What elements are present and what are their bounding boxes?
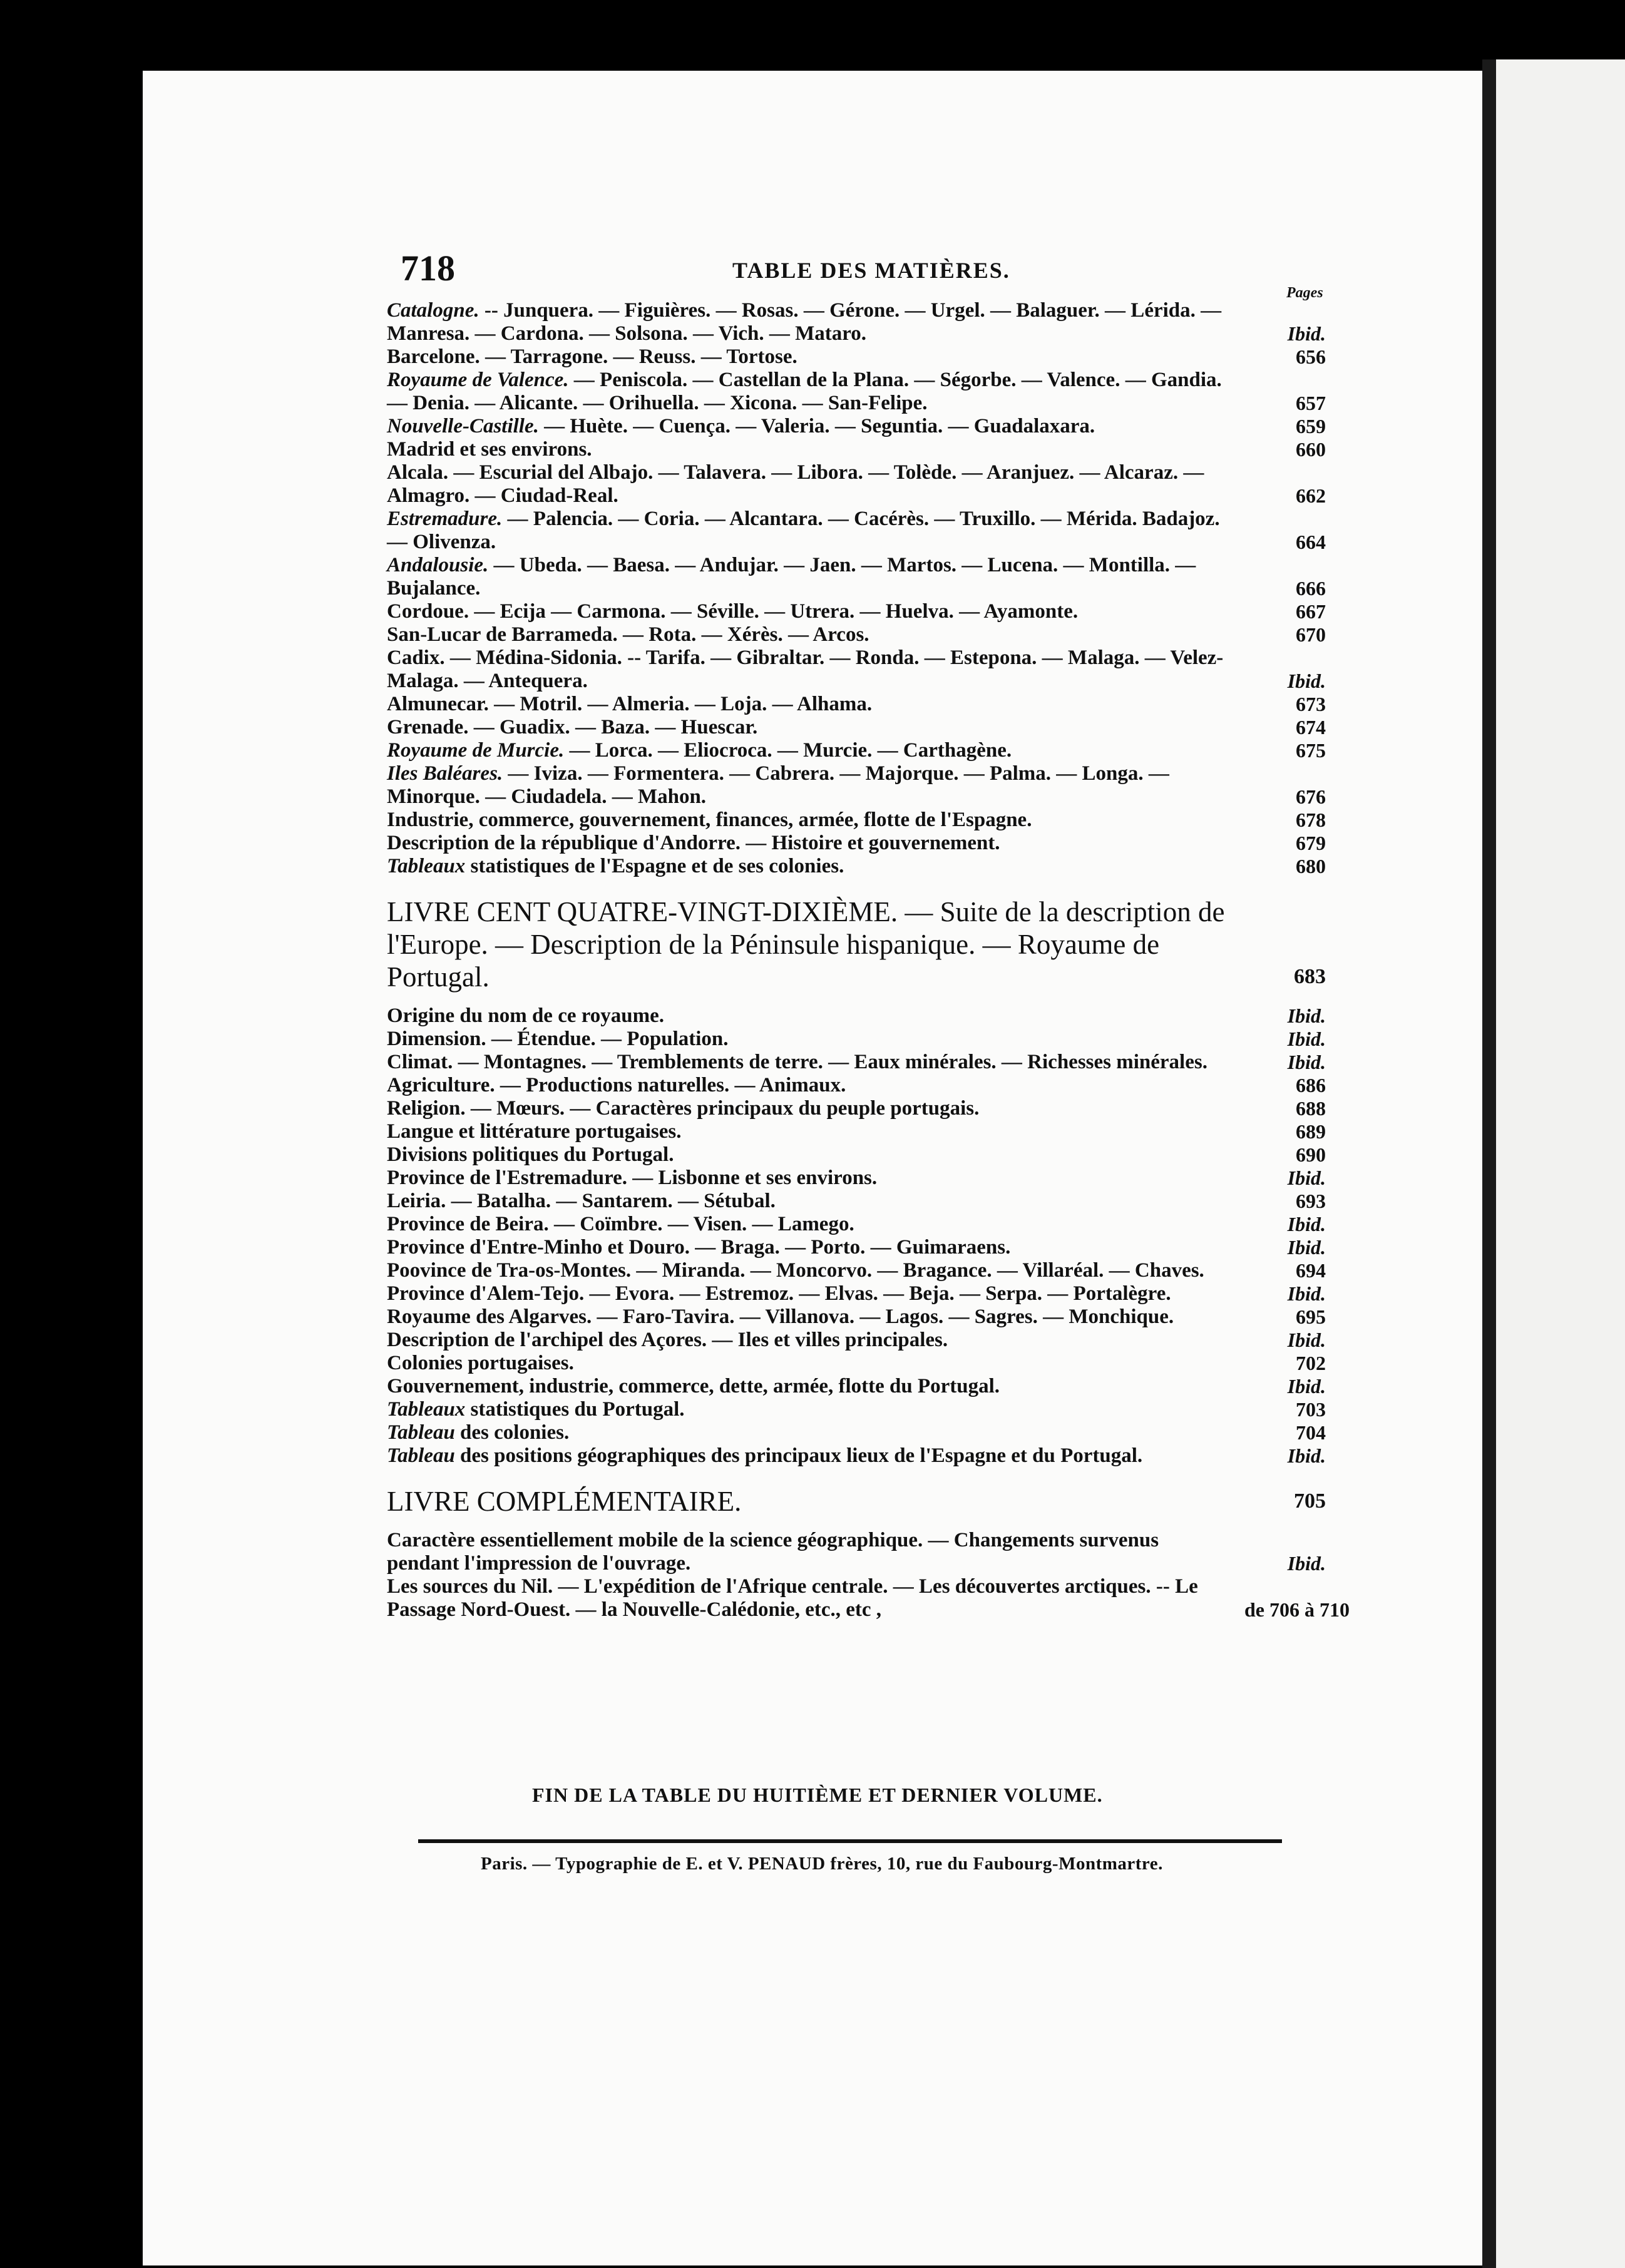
toc-entry-lead: Tableaux xyxy=(387,855,466,877)
toc-entry-body: — Palencia. — Coria. — Alcantara. — Cacérès. — Truxillo. — Mérida. Badajoz. — Olivenza. xyxy=(387,508,1220,553)
toc-entry-page: 689 xyxy=(1296,1120,1326,1143)
toc-entry xyxy=(387,1143,1326,1167)
toc-entry-lead: Catalogne. xyxy=(387,299,479,322)
toc-entry-page: 703 xyxy=(1296,1398,1326,1421)
toc-entry-text xyxy=(387,1444,1244,1468)
toc-entry xyxy=(387,369,1326,415)
toc-entry-text xyxy=(387,1352,1244,1375)
toc-entry-text xyxy=(387,1375,1244,1398)
toc-entry-page: Ibid. xyxy=(1287,1004,1326,1027)
toc-entry-body: Cadix. — Médina-Sidonia. -- Tarifa. — Gibraltar. — Ronda. — Estepona. — Malaga. — Velez-Malaga. — Antequera. xyxy=(387,646,1224,692)
toc-entry-body: Les sources du Nil. — L'expédition de l'Afrique centrale. — Les découvertes arctiques. -- Le Passage Nord-Ouest. — la Nouvelle-Calédonie, etc., etc , xyxy=(387,1575,1198,1621)
toc-entry-body: Climat. — Montagnes. — Tremblements de terre. — Eaux minérales. — Richesses minérales. xyxy=(387,1051,1207,1073)
toc-entry xyxy=(387,623,1326,646)
toc-entry-text xyxy=(387,345,1244,369)
toc-entry-text xyxy=(387,1190,1244,1213)
toc-entry-page: 679 xyxy=(1296,832,1326,854)
toc-entry-page: Ibid. xyxy=(1287,1236,1326,1259)
toc-entry-text xyxy=(387,693,1244,716)
toc-entry xyxy=(387,1352,1326,1375)
book-heading-page: 705 xyxy=(1294,1489,1326,1513)
page-gutter-shadow xyxy=(1482,59,1496,2268)
toc-entry-text xyxy=(387,461,1244,508)
toc-entry-body: Langue et littérature portugaises. xyxy=(387,1120,682,1143)
toc-entry xyxy=(387,1120,1326,1143)
toc-entry-body: — Iviza. — Formentera. — Cabrera. — Majorque. — Palma. — Longa. — Minorque. — Ciudadela. — Mahon. xyxy=(387,762,1169,808)
toc-entry-page: 693 xyxy=(1296,1190,1326,1212)
toc-entry-body: — Ubeda. — Baesa. — Andujar. — Jaen. — Martos. — Lucena. — Montilla. — Bujalance. xyxy=(387,554,1196,600)
toc-entry-body: — Peniscola. — Castellan de la Plana. — Ségorbe. — Valence. — Gandia. — Denia. — Alicante. — Orihuella. — Xicona. — San-Felipe. xyxy=(387,369,1222,414)
toc-entry-text xyxy=(387,1167,1244,1190)
toc-entry-body: Caractère essentiellement mobile de la science géographique. — Changements survenus pendant l'impression de l'ouvrage. xyxy=(387,1529,1159,1575)
toc-entry-body: Industrie, commerce, gouvernement, finances, armée, flotte de l'Espagne. xyxy=(387,809,1032,831)
toc-entry xyxy=(387,508,1326,554)
toc-entry-page: 678 xyxy=(1296,809,1326,831)
toc-entry xyxy=(387,646,1326,693)
toc-entry-page: Ibid. xyxy=(1287,1282,1326,1305)
toc-entry-text xyxy=(387,600,1244,623)
toc-entry-text xyxy=(387,1074,1244,1097)
toc-entry-body: Origine du nom de ce royaume. xyxy=(387,1004,665,1027)
toc-entry-text xyxy=(387,1051,1244,1074)
toc-entry-text xyxy=(387,1028,1244,1051)
toc-entry-text xyxy=(387,739,1244,762)
toc-entry-text xyxy=(387,1529,1244,1575)
toc-entry-body: Description de la république d'Andorre. — Histoire et gouvernement. xyxy=(387,832,1000,854)
toc-entry-page: 667 xyxy=(1296,600,1326,623)
toc-entry-page: 688 xyxy=(1296,1097,1326,1120)
end-of-table-note: FIN DE LA TABLE DU HUITIÈME ET DERNIER VOLUME. xyxy=(532,1784,1103,1806)
toc-entry-page: de 706 à 710 xyxy=(1244,1598,1350,1621)
toc-entry xyxy=(387,1282,1326,1305)
toc-entry xyxy=(387,1329,1326,1352)
toc-entry xyxy=(387,1213,1326,1236)
page-number: 718 xyxy=(401,248,455,289)
toc-entry xyxy=(387,600,1326,623)
toc-entry xyxy=(387,415,1326,438)
toc-entry-page: Ibid. xyxy=(1287,1444,1326,1467)
toc-entry-page: 657 xyxy=(1296,392,1326,414)
toc-entry xyxy=(387,1167,1326,1190)
toc-entry-body: Province de Beira. — Coïmbre. — Visen. — Lamego. xyxy=(387,1213,854,1235)
toc-entry-body: des positions géographiques des principaux lieux de l'Espagne et du Portugal. xyxy=(454,1444,1143,1467)
toc-entry xyxy=(387,345,1326,369)
printer-imprint: Paris. — Typographie de E. et V. PENAUD frères, 10, rue du Faubourg-Montmartre. xyxy=(481,1854,1163,1874)
toc-entry xyxy=(387,832,1326,855)
footer-rule xyxy=(418,1839,1282,1843)
toc-entry xyxy=(387,1097,1326,1120)
toc-entry-page: Ibid. xyxy=(1287,322,1326,345)
toc-entry-page: 660 xyxy=(1296,438,1326,461)
toc-entry-page: 670 xyxy=(1296,623,1326,646)
toc-entry-text xyxy=(387,716,1244,739)
toc-entry-text xyxy=(387,299,1244,345)
toc-entry-body: Description de l'archipel des Açores. — Iles et villes principales. xyxy=(387,1329,948,1351)
page-header xyxy=(401,247,1352,291)
book-heading xyxy=(387,1485,1326,1518)
toc-entry-page: Ibid. xyxy=(1287,1329,1326,1351)
toc-entry-body: Province d'Alem-Tejo. — Evora. — Estremoz. — Elvas. — Beja. — Serpa. — Portalègre. xyxy=(387,1282,1171,1305)
toc-entry-body: Barcelone. — Tarragone. — Reuss. — Tortose. xyxy=(387,345,797,368)
toc-entry-page: 673 xyxy=(1296,693,1326,715)
toc-entry-text xyxy=(387,1421,1244,1444)
toc-entry xyxy=(387,1028,1326,1051)
toc-entry-page: 674 xyxy=(1296,716,1326,738)
toc-entry-body: Royaume des Algarves. — Faro-Tavira. — Villanova. — Lagos. — Sagres. — Monchique. xyxy=(387,1305,1174,1328)
toc-entry-text xyxy=(387,1004,1244,1028)
toc-entry xyxy=(387,1398,1326,1421)
book-heading-text: LIVRE COMPLÉMENTAIRE. xyxy=(387,1486,742,1517)
toc-entry xyxy=(387,1190,1326,1213)
toc-entry xyxy=(387,1421,1326,1444)
toc-entry-text xyxy=(387,832,1244,855)
toc-entry-page: Ibid. xyxy=(1287,1213,1326,1235)
book-heading-page: 683 xyxy=(1294,965,1326,988)
toc-entry-body: statistiques du Portugal. xyxy=(465,1398,685,1421)
toc-entry-body: Dimension. — Étendue. — Population. xyxy=(387,1028,729,1050)
toc-entry-text xyxy=(387,1097,1244,1120)
toc-entry-page: Ibid. xyxy=(1287,1167,1326,1189)
toc-entry xyxy=(387,716,1326,739)
toc-entry-page: 656 xyxy=(1296,345,1326,368)
toc-entry-text xyxy=(387,1259,1244,1282)
toc-entry-body: Poovince de Tra-os-Montes. — Miranda. — Moncorvo. — Bragance. — Villaréal. — Chaves. xyxy=(387,1259,1204,1282)
toc-entry xyxy=(387,1236,1326,1259)
toc-entry-body: Madrid et ses environs. xyxy=(387,438,592,461)
toc-entry-lead: Royaume de Murcie. xyxy=(387,739,565,762)
toc-entry xyxy=(387,1305,1326,1329)
toc-entry-lead: Royaume de Valence. xyxy=(387,369,569,391)
toc-entry-page: Ibid. xyxy=(1287,670,1326,692)
toc-entry-text xyxy=(387,646,1244,693)
toc-entry-page: 666 xyxy=(1296,577,1326,600)
toc-entry-lead: Tableau xyxy=(387,1444,455,1467)
toc-entry xyxy=(387,693,1326,716)
toc-entry-text xyxy=(387,415,1244,438)
toc-entry-page: 675 xyxy=(1296,739,1326,762)
toc-entry-body: San-Lucar de Barrameda. — Rota. — Xérès. — Arcos. xyxy=(387,623,869,646)
toc-entry xyxy=(387,809,1326,832)
toc-entry-body: Cordoue. — Ecija — Carmona. — Séville. — Utrera. — Huelva. — Ayamonte. xyxy=(387,600,1079,623)
toc-entry-body: Agriculture. — Productions naturelles. — Animaux. xyxy=(387,1074,846,1096)
toc-entry-text xyxy=(387,855,1244,878)
toc-entry xyxy=(387,762,1326,809)
toc-entry-page: Ibid. xyxy=(1287,1375,1326,1397)
next-page-edge xyxy=(1496,59,1625,2268)
toc-entry-body: Almunecar. — Motril. — Almeria. — Loja. — Alhama. xyxy=(387,693,873,715)
toc-entry-text xyxy=(387,1575,1244,1622)
toc-entry-text xyxy=(387,1305,1244,1329)
toc-entry-page: 659 xyxy=(1296,415,1326,437)
toc-entry-body: — Lorca. — Eliocroca. — Murcie. — Carthagène. xyxy=(564,739,1012,762)
toc-entry xyxy=(387,299,1326,345)
table-of-contents xyxy=(387,299,1350,1622)
toc-entry-page: Ibid. xyxy=(1287,1051,1326,1073)
toc-entry-body: Province de l'Estremadure. — Lisbonne et ses environs. xyxy=(387,1167,878,1189)
toc-entry xyxy=(387,1575,1350,1622)
toc-entry-page: 702 xyxy=(1296,1352,1326,1374)
toc-entry xyxy=(387,1004,1326,1028)
toc-entry-body: -- Junquera. — Figuières. — Rosas. — Gérone. — Urgel. — Balaguer. — Lérida. — Manresa. — Cardona. — Solsona. — Vich. — Mataro. xyxy=(387,299,1222,345)
book-heading xyxy=(387,896,1326,993)
toc-entry-body: Leiria. — Batalha. — Santarem. — Sétubal. xyxy=(387,1190,776,1212)
toc-entry-page: 686 xyxy=(1296,1074,1326,1096)
toc-entry-text xyxy=(387,762,1244,809)
toc-entry-text xyxy=(387,369,1244,415)
toc-entry-text xyxy=(387,1236,1244,1259)
toc-entry-page: 664 xyxy=(1296,531,1326,553)
toc-entry-body: des colonies. xyxy=(454,1421,570,1444)
toc-entry-text xyxy=(387,1213,1244,1236)
toc-entry-lead: Nouvelle-Castille. xyxy=(387,415,539,437)
toc-entry-text xyxy=(387,554,1244,600)
toc-entry-lead: Iles Baléares. xyxy=(387,762,503,785)
toc-entry xyxy=(387,1444,1326,1468)
toc-entry-text xyxy=(387,1398,1244,1421)
toc-entry-body: Grenade. — Guadix. — Baza. — Huescar. xyxy=(387,716,758,738)
toc-entry xyxy=(387,1259,1326,1282)
toc-entry-page: 690 xyxy=(1296,1143,1326,1166)
toc-entry-text xyxy=(387,623,1244,646)
toc-entry xyxy=(387,1529,1326,1575)
toc-entry-text xyxy=(387,1120,1244,1143)
toc-entry-text xyxy=(387,508,1244,554)
toc-entry-page: Ibid. xyxy=(1287,1028,1326,1050)
toc-entry-page: 662 xyxy=(1296,484,1326,507)
toc-entry-body: statistiques de l'Espagne et de ses colonies. xyxy=(465,855,844,877)
toc-entry-text xyxy=(387,1143,1244,1167)
toc-entry-text xyxy=(387,1329,1244,1352)
toc-entry xyxy=(387,1074,1326,1097)
toc-entry-lead: Tableaux xyxy=(387,1398,466,1421)
toc-entry-page: Ibid. xyxy=(1287,1552,1326,1575)
toc-entry-lead: Tableau xyxy=(387,1421,455,1444)
toc-entry-text xyxy=(387,438,1244,461)
toc-entry-body: — Huète. — Cuença. — Valeria. — Seguntia. — Guadalaxara. xyxy=(538,415,1095,437)
book-heading-text: LIVRE CENT QUATRE-VINGT-DIXIÈME. — Suite de la description de l'Europe. — Description de la Péninsule hispanique. — Royaume de Portugal. xyxy=(387,896,1225,993)
toc-entry xyxy=(387,855,1326,878)
toc-entry-page: 704 xyxy=(1296,1421,1326,1444)
toc-entry xyxy=(387,1375,1326,1398)
running-title: TABLE DES MATIÈRES. xyxy=(732,258,1010,283)
toc-entry-body: Province d'Entre-Minho et Douro. — Braga. — Porto. — Guimaraens. xyxy=(387,1236,1011,1259)
toc-entry xyxy=(387,438,1326,461)
toc-entry xyxy=(387,554,1326,600)
pages-column-label: Pages xyxy=(1286,285,1323,301)
toc-entry-lead: Andalousie. xyxy=(387,554,489,576)
toc-entry-page: 694 xyxy=(1296,1259,1326,1282)
toc-entry-page: 680 xyxy=(1296,855,1326,877)
toc-entry-body: Alcala. — Escurial del Albajo. — Talavera. — Libora. — Tolède. — Aranjuez. — Alcaraz. — Almagro. — Ciudad-Real. xyxy=(387,461,1204,507)
toc-entry xyxy=(387,739,1326,762)
toc-entry-text xyxy=(387,809,1244,832)
toc-entry-body: Religion. — Mœurs. — Caractères principaux du peuple portugais. xyxy=(387,1097,980,1120)
toc-entry-page: 695 xyxy=(1296,1305,1326,1328)
toc-entry-body: Colonies portugaises. xyxy=(387,1352,574,1374)
toc-entry-page: 676 xyxy=(1296,785,1326,808)
toc-entry xyxy=(387,1051,1326,1074)
toc-entry xyxy=(387,461,1326,508)
toc-entry-lead: Estremadure. xyxy=(387,508,503,530)
toc-entry-body: Gouvernement, industrie, commerce, dette, armée, flotte du Portugal. xyxy=(387,1375,1000,1397)
toc-entry-body: Divisions politiques du Portugal. xyxy=(387,1143,674,1166)
toc-entry-text xyxy=(387,1282,1244,1305)
